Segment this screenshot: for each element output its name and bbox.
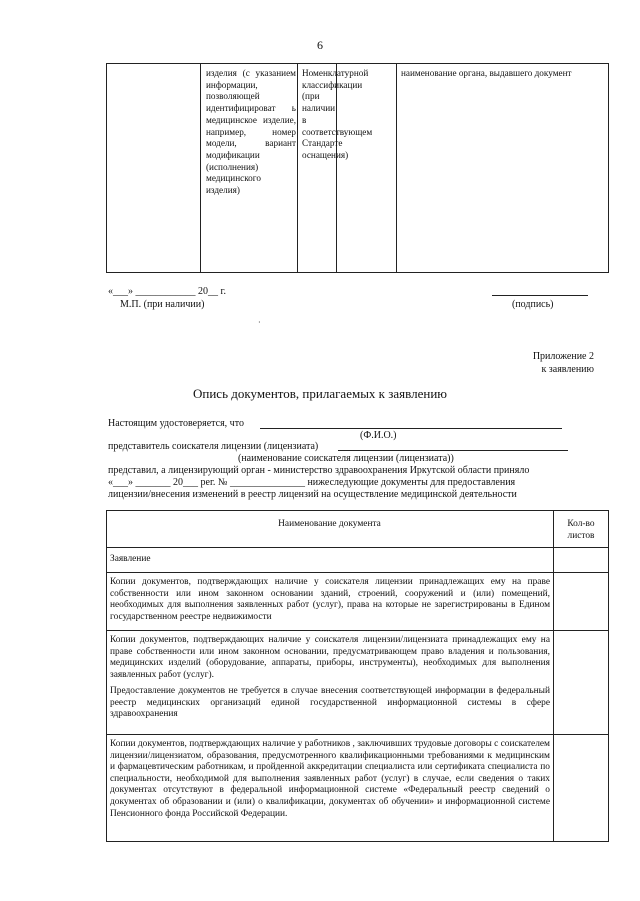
- page-number: 6: [317, 38, 323, 52]
- documents-table: [106, 510, 609, 842]
- representative-text: представитель соискателя лицензии (лицензиата): [108, 441, 319, 452]
- dot-mark: ·: [258, 318, 261, 327]
- table-row: Копии документов, подтверждающих наличие у соискателя лицензии принадлежащих ему на праве собственности или ином законном основании зданий, строений, сооружений и (или) помещений, необходимых для выполнения заявленных работ (услуг), права на которые не зарегистрированы в Едином государственном реестре недвижимости: [110, 577, 550, 622]
- registration-line: «___» _______ 20___ рег. № _______________ нижеследующие документы для предоставления: [108, 477, 516, 488]
- applicant-line: [338, 450, 568, 451]
- certify-text: Настоящим удостоверяется, что: [108, 418, 244, 429]
- fio-line: [260, 428, 562, 429]
- appendix-line-1: Приложение 2: [532, 351, 594, 362]
- table-row-note: Предоставление документов не требуется в случае внесения соответствующей информации в федеральный реестр медицинских организаций единой государственной информационной системы в сфере здравоохранения: [110, 686, 550, 720]
- date-line: «___» ____________ 20__ г.: [108, 286, 226, 297]
- license-text: лицензии/внесения изменений в реестр лицензий на осуществление медицинской деятельности: [108, 489, 517, 500]
- header-sheet-count: Кол-во листов: [567, 519, 595, 541]
- appendix-line-2: к заявлению: [541, 364, 594, 375]
- issuing-authority-cell: наименование органа, выдавшего документ: [401, 68, 572, 78]
- presented-text: представил, а лицензирующий орган - министерство здравоохранения Иркутской области приняло: [108, 465, 530, 476]
- signature-label: (подпись): [512, 299, 554, 310]
- table-row: Копии документов, подтверждающих наличие у работников , заключивших трудовые договоры с соискателем лицензии/лицензиатом, образования, предусмотренного квалификационными требованиями к медицинским и фармацевтическим работникам, и пройденной аккредитации специалиста или сертификата специалиста по специальности, необходимой для выполнения заявленных работ (услуг) в случае, если сведения о таких документах отсутствуют в федеральной информационной системе «Федеральный реестр сведений о документах об образовании и (или) о квалификации, документах об обучении» и информационной системе Пенсионного фонда Российской Федерации.: [110, 739, 550, 819]
- signature-line: [492, 295, 588, 296]
- applicant-label: (наименование соискателя лицензии (лицензиата)): [238, 453, 454, 464]
- equipment-table-fragment: [106, 63, 609, 273]
- table-row: Копии документов, подтверждающих наличие у соискателя лицензии/лицензиата принадлежащих ему на праве собственности или ином законном основании, предусматривающем право владения и пользования, медицинских изделий (оборудование, аппараты, приборы, инструменты), необходимых для выполнения заявленных работ (услуг).: [110, 635, 550, 680]
- document-title: Опись документов, прилагаемых к заявлению: [193, 386, 447, 401]
- nomenclature-cell: Номенклатурной классификации (при наличии в соответствующем Стандарте оснащения): [302, 68, 373, 160]
- header-document-name: Наименование документа: [278, 519, 381, 529]
- fio-label: (Ф.И.О.): [360, 430, 397, 441]
- stamp-label: М.П. (при наличии): [120, 299, 205, 310]
- table-row: Заявление: [110, 554, 151, 564]
- appendix-label: [533, 350, 594, 376]
- device-description-cell: изделия (с указанием информации, позволяющей идентифицироват ь медицинское изделие, например, номер модели, вариант модификации (исполнения) медицинского изделия): [206, 68, 296, 196]
